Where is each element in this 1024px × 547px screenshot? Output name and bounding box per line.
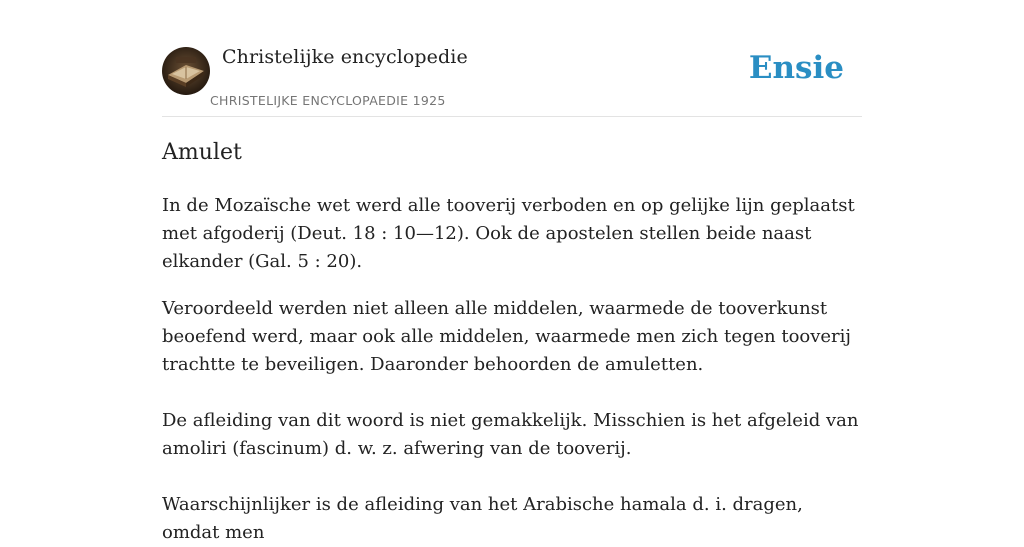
paragraph: Veroordeeld werden niet alleen alle middelen, waarmede de tooverkunst beoefend werd, maar ook alle middelen, waarmede men zich tegen tooverij trachtte te beveiligen. Daaronder behoorden de amuletten.	[162, 298, 852, 375]
paragraph: De afleiding van dit woord is niet gemakkelijk. Misschien is het afgeleid van amoliri (fascinum) d. w. z. afwering van de tooverij.	[162, 410, 859, 459]
article-body	[162, 192, 864, 547]
site-subtitle[interactable]: CHRISTELIJKE ENCYCLOPAEDIE 1925	[210, 93, 446, 108]
article-title: Amulet	[162, 140, 242, 165]
paragraph: In de Mozaïsche wet werd alle tooverij verboden en op gelijke lijn geplaatst met afgoderij (Deut. 18 : 10—12). Ook de apostelen stellen beide naast elkander (Gal. 5 : 20).	[162, 195, 855, 272]
site-title[interactable]: Christelijke encyclopedie	[222, 46, 468, 68]
paragraph: Waarschijnlijker is de afleiding van het Arabische hamala d. i. dragen, omdat men	[162, 494, 803, 543]
book-thumbnail-icon[interactable]	[162, 47, 210, 95]
site-header	[162, 46, 862, 117]
brand-logo-link[interactable]: Ensie	[748, 50, 844, 86]
